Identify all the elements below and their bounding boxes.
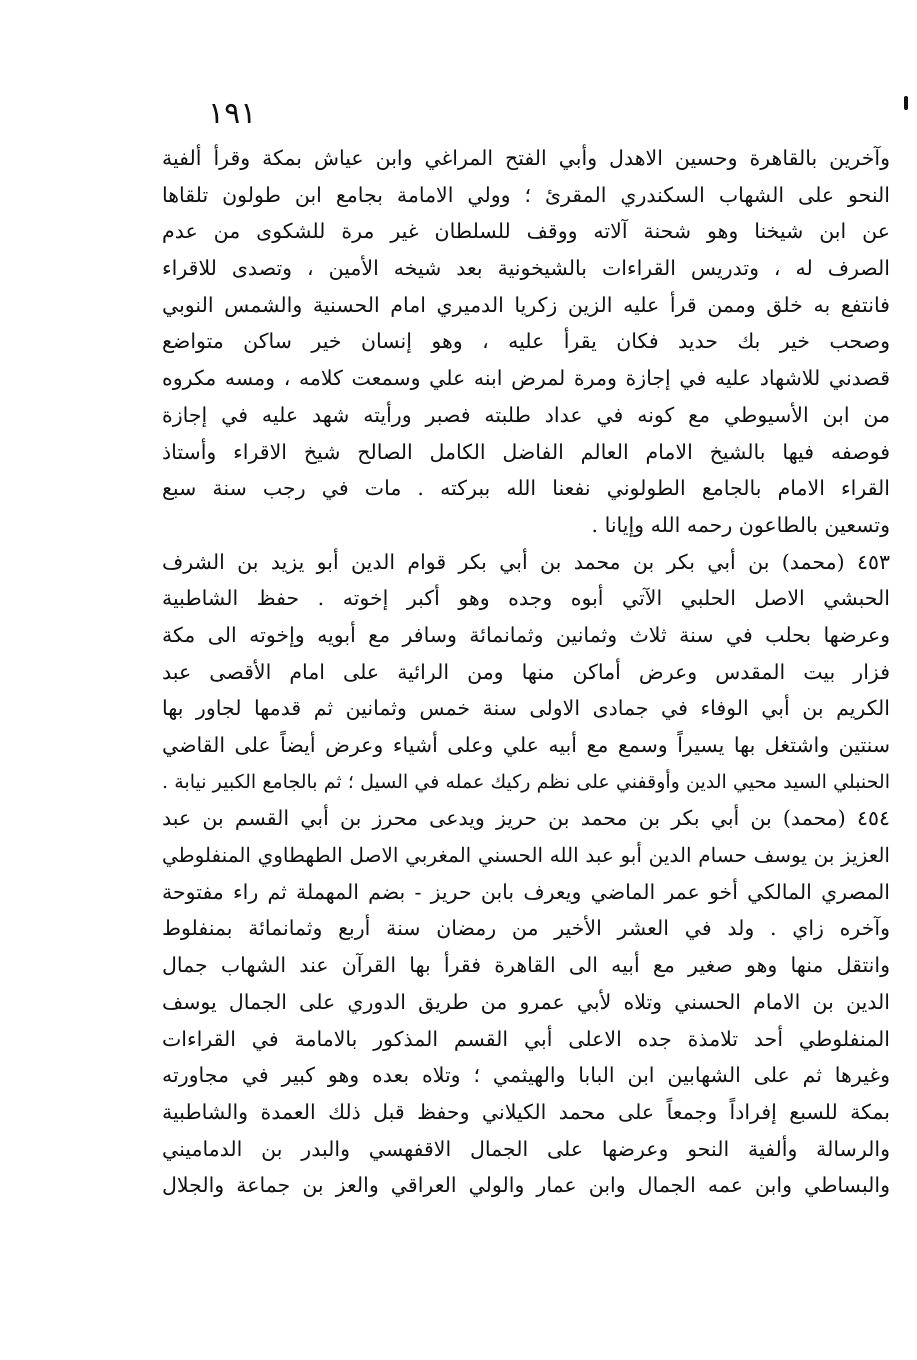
text-line: الكريم بن أبي الوفاء في جمادى الاولى سنة خمس وثمانين ثم قدمها لجاور بها (162, 696, 890, 721)
text-line: الحنبلي السيد محيي الدين وأوقفني على نظم ركيك عمله في السيل ؛ ثم بالجامع الكبير نيابة . (162, 770, 890, 793)
text-line: وتسعين بالطاعون رحمه الله وإيانا . (591, 512, 890, 537)
margin-mark (904, 96, 908, 110)
text-line: وغيرها ثم على الشهابين ابن البابا والهيثمي ؛ وتلاه بعده وهو كبير في مجاورته (162, 1063, 890, 1088)
text-line: وآخره زاي . ولد في العشر الأخير من رمضان سنة أربع وثمانمائة بمنفلوط (162, 916, 890, 941)
text-line: والبساطي وابن عمه الجمال وابن عمار والولي العراقي والعز بن جماعة والجلال (162, 1173, 890, 1198)
text-line: فزار بيت المقدس وعرض أماكن منها ومن الرائية على امام الأقصى عبد (162, 659, 890, 684)
text-line: سنتين واشتغل بها يسيراً وسمع مع أبيه علي وعلى أشياء وعرض أيضاً على القاضي (162, 733, 890, 757)
text-line: فانتفع به خلق وممن قرأ عليه الزين زكريا الدميري امام الحسنية والشمس النوبي (162, 292, 890, 317)
text-line: من ابن الأسيوطي مع كونه في عداد طلبته فصبر ورأيته شهد عليه في إجازة (162, 402, 890, 427)
text-line: العزيز بن يوسف حسام الدين أبو عبد الله الحسني المغربي الاصل الطهطاوي المنفلوطي (162, 843, 890, 868)
entry-453-line: ٤٥٣ (محمد) بن أبي بكر بن محمد بن أبي بكر قوام الدين أبو يزيد بن الشرف (162, 549, 890, 574)
text-line: عن ابن شيخنا وهو شحنة آلاته ووقف للسلطان غير مرة للشكوى من عدم (162, 219, 890, 244)
entry-454-line: ٤٥٤ (محمد) بن أبي بكر بن محمد بن حريز ويدعى محرز بن أبي القسم بن عبد (162, 806, 890, 831)
text-line: النحو على الشهاب السكندري المقرئ ؛ وولي الامامة بجامع ابن طولون تلقاها (162, 182, 890, 207)
page-number: ١٩١ (208, 96, 257, 131)
text-line: وصحب خير بك حديد فكان يقرأ عليه ، وهو إنسان خير ساكن متواضع (162, 329, 890, 354)
text-line: الدين بن الامام الحسني وتلاه لأبي عمرو من طريق الدوري على الجمال يوسف (162, 989, 890, 1014)
text-line: وعرضها بحلب في سنة ثلاث وثمانين وثمانمائة وسافر مع أبويه وإخوته الى مكة (162, 622, 890, 647)
text-line: وآخرين بالقاهرة وحسين الاهدل وأبي الفتح المراغي وابن عياش بمكة وقرأ ألفية (162, 146, 890, 170)
text-line: بمكة للسبع إفراداً وجمعاً على محمد الكيلاني وحفظ قبل ذلك العمدة والشاطبية (162, 1099, 890, 1124)
text-line: القراء الامام بالجامع الطولوني نفعنا الله ببركته . مات في رجب سنة سبع (162, 476, 890, 501)
text-line: الحبشي الاصل الحلبي الآتي أبوه وجده وهو أكبر إخوته . حفظ الشاطبية (162, 586, 890, 611)
text-line: المنفلوطي أحد تلامذة جده الاعلى أبي القسم المذكور بالامامة في القراءات (162, 1026, 890, 1051)
text-body (162, 140, 890, 1204)
text-line: المصري المالكي أخو عمر الماضي ويعرف بابن حريز - بضم المهملة ثم راء مفتوحة (162, 879, 890, 904)
text-line: فوصفه فيها بالشيخ الامام العالم الفاضل الكامل الصالح شيخ الاقراء وأستاذ (162, 439, 890, 464)
text-line: قصدني للاشهاد عليه في إجازة ومرة لمرض ابنه علي وسمعت كلامه ، ومسه مكروه (162, 366, 890, 391)
text-line: والرسالة وألفية النحو وعرضها على الجمال الاقفهسي والبدر بن الدماميني (162, 1136, 890, 1161)
text-line: وانتقل منها وهو صغير مع أبيه الى القاهرة فقرأ بها القرآن عند الشهاب جمال (162, 953, 890, 978)
text-line: الصرف له ، وتدريس القراءات بالشيخونية بعد شيخه الأمين ، وتصدى للاقراء (162, 256, 890, 281)
